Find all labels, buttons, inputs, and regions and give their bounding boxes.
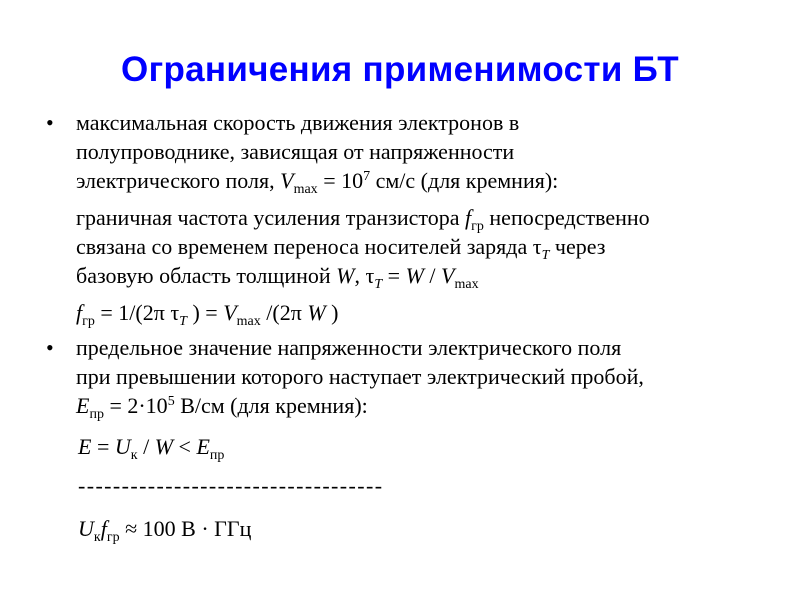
math-var: U [78, 516, 94, 541]
text-span: = [382, 263, 406, 288]
text-span: через [549, 234, 606, 259]
math-sub: гр [82, 314, 95, 329]
text-line [76, 166, 785, 195]
text-span: граничная частота усиления транзистора [76, 205, 466, 230]
math-var: E [196, 434, 210, 459]
text-span: /(2π [260, 300, 308, 325]
text-line [40, 203, 785, 232]
formula-cutoff-frequency [40, 298, 785, 327]
math-var: f [76, 300, 83, 325]
math-var: W [336, 263, 355, 288]
bullet-icon: • [46, 335, 54, 360]
bullet-text [76, 333, 785, 420]
text-span: ) = [186, 300, 224, 325]
text-line: при превышении которого наступает электрический пробой, [76, 364, 644, 389]
math-var: f [100, 516, 107, 541]
bullet-text [76, 108, 785, 195]
text-span: < [173, 434, 197, 459]
math-sub: max [236, 314, 261, 329]
math-sub: к [93, 530, 101, 545]
text-line: полупроводнике, зависящая от напряженности [76, 139, 515, 164]
paragraph-cutoff-frequency [40, 203, 785, 290]
text-span: ≈ 100 В · ГГц [119, 516, 252, 541]
math-var: V [223, 300, 237, 325]
math-var: W [405, 263, 424, 288]
text-span: , τ [354, 263, 375, 288]
bullet-item-breakdown-field [40, 333, 785, 420]
text-span: В/см (для кремния): [174, 393, 368, 418]
math-sub: гр [106, 530, 120, 545]
text-span: связана со временем переноса носителей заряда τ [76, 234, 542, 259]
slide-body [40, 108, 785, 543]
text-span: электрического поля, [76, 168, 281, 193]
math-sup: 5 [167, 394, 175, 409]
math-var: V [280, 168, 294, 193]
math-var: f [465, 205, 472, 230]
bullet-icon: • [46, 110, 54, 135]
text-span: = 10 [317, 168, 364, 193]
text-line [76, 391, 785, 420]
text-span: = 2·10 [103, 393, 168, 418]
formula-field-limit [40, 432, 785, 461]
text-line [40, 232, 785, 261]
text-span: непосредственно [483, 205, 650, 230]
formula-product-limit [40, 514, 785, 543]
math-sub: пр [89, 407, 104, 422]
math-var: E [76, 393, 90, 418]
math-sub: max [454, 277, 479, 292]
math-var: V [441, 263, 455, 288]
text-span: см/с (для кремния): [370, 168, 559, 193]
math-sub: пр [209, 448, 225, 463]
math-sup: 7 [363, 169, 371, 184]
text-span: базовую область толщиной [76, 263, 337, 288]
math-sub: T [179, 314, 187, 329]
math-var: U [114, 434, 131, 459]
text-span: / [423, 263, 442, 288]
math-var: W [307, 300, 326, 325]
text-line: предельное значение напряженности электрического поля [76, 335, 622, 360]
math-sub: T [541, 248, 550, 263]
math-sub: гр [471, 219, 484, 234]
text-span: ) [325, 300, 339, 325]
math-var: W [154, 434, 174, 459]
text-span: = 1/(2π τ [94, 300, 180, 325]
math-sub: к [130, 448, 138, 463]
math-sub: T [374, 277, 383, 292]
text-line: максимальная скорость движения электронов в [76, 110, 520, 135]
text-span: / [137, 434, 155, 459]
math-sub: max [293, 182, 318, 197]
slide-title: Ограничения применимости БТ [121, 50, 679, 89]
math-var: E [78, 434, 92, 459]
text-line [40, 261, 785, 290]
separator-dashes: ----------------------------------- [78, 473, 384, 498]
bullet-item-max-velocity [40, 108, 785, 195]
text-span: = [91, 434, 115, 459]
